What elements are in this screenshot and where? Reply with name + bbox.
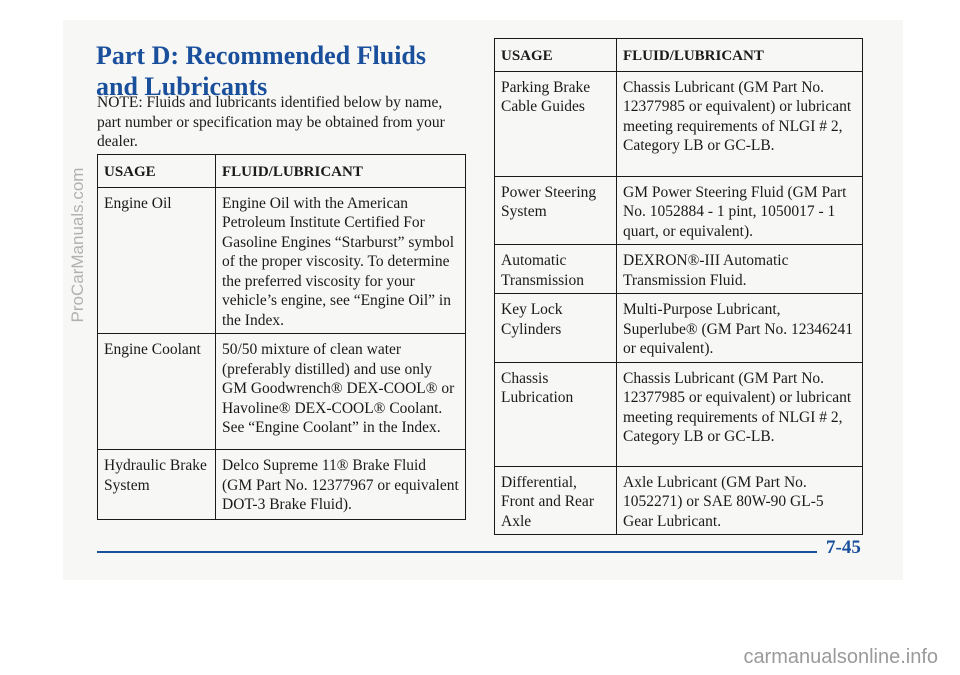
usage-cell: Engine Oil [98, 187, 216, 334]
table-header-row [495, 39, 863, 72]
usage-cell: Differential, Front and Rear Axle [495, 466, 617, 535]
fluid-header: FLUID/LUBRICANT [216, 155, 466, 188]
usage-header: USAGE [98, 155, 216, 188]
title-line-1: Part D: Recommended Fluids [96, 41, 427, 70]
fluid-cell: Chassis Lubricant (GM Part No. 12377985 or equivalent) or lubricant meeting requirements of NLGI # 2, Category LB or GC-LB. [617, 71, 863, 176]
table-row [495, 245, 863, 294]
usage-cell: Engine Coolant [98, 334, 216, 450]
usage-cell: Power Steering System [495, 176, 617, 245]
table-row [495, 176, 863, 245]
table-header-row [98, 155, 466, 188]
table-row [495, 294, 863, 363]
note-paragraph: NOTE: Fluids and lubricants identified below by name, part number or specification may be obtained from your dealer. [97, 94, 445, 150]
table-row [98, 450, 466, 520]
fluid-cell: GM Power Steering Fluid (GM Part No. 1052884 - 1 pint, 1050017 - 1 quart, or equivalent). [617, 176, 863, 245]
usage-cell: Key Lock Cylinders [495, 294, 617, 363]
fluid-cell: Multi-Purpose Lubricant, Superlube® (GM Part No. 12346241 or equivalent). [617, 294, 863, 363]
footer-rule [97, 551, 817, 553]
fluid-cell: 50/50 mixture of clean water (preferably distilled) and use only GM Goodwrench® DEX-COOL® or Havoline® DEX-COOL® Coolant. See “Engine Coolant” in the Index. [216, 334, 466, 450]
side-watermark: ProCarManuals.com [68, 167, 87, 323]
table-row [495, 362, 863, 466]
fluids-table-right [494, 38, 863, 535]
table-row [98, 334, 466, 450]
bottom-watermark: carmanualsonline.info [743, 646, 938, 668]
usage-cell: Parking Brake Cable Guides [495, 71, 617, 176]
usage-cell: Chassis Lubrication [495, 362, 617, 466]
fluids-table-left [97, 154, 466, 520]
fluid-cell: Chassis Lubricant (GM Part No. 12377985 or equivalent) or lubricant meeting requirements of NLGI # 2, Category LB or GC-LB. [617, 362, 863, 466]
fluid-cell: DEXRON®-III Automatic Transmission Fluid. [617, 245, 863, 294]
usage-header: USAGE [495, 39, 617, 72]
usage-cell: Automatic Transmission [495, 245, 617, 294]
usage-cell: Hydraulic Brake System [98, 450, 216, 520]
fluid-cell: Engine Oil with the American Petroleum Institute Certified For Gasoline Engines “Starburst” symbol of the proper viscosity. To determine the preferred viscosity for your vehicle’s engine, see “Engine Oil” in the Index. [216, 187, 466, 334]
page-number: 7-45 [826, 537, 861, 558]
table-row [495, 71, 863, 176]
title-line-2: and Lubricants [96, 72, 268, 101]
table-row [98, 187, 466, 334]
fluid-cell: Delco Supreme 11® Brake Fluid (GM Part No. 12377967 or equivalent DOT-3 Brake Fluid). [216, 450, 466, 520]
table-row [495, 466, 863, 535]
fluid-header: FLUID/LUBRICANT [617, 39, 863, 72]
fluid-cell: Axle Lubricant (GM Part No. 1052271) or SAE 80W-90 GL-5 Gear Lubricant. [617, 466, 863, 535]
